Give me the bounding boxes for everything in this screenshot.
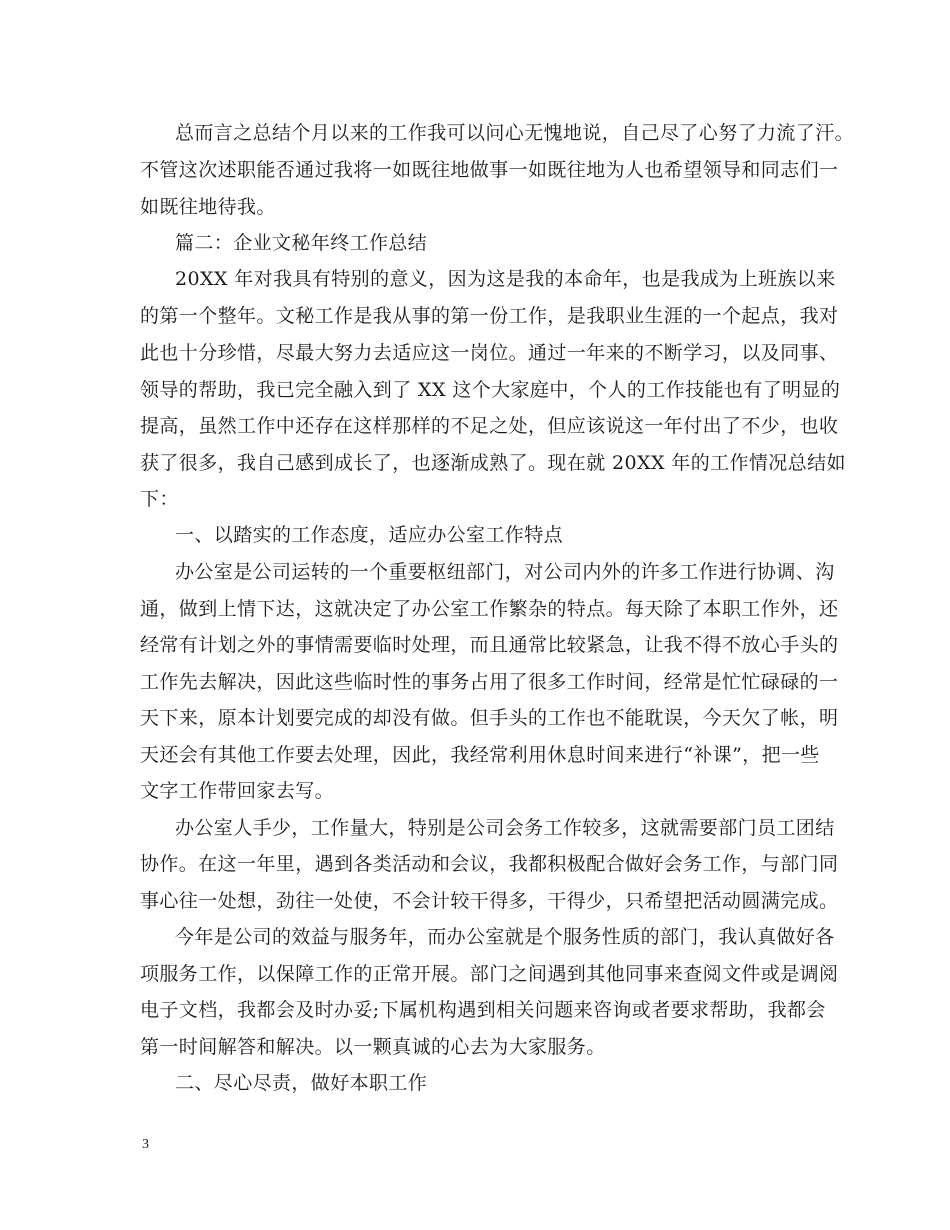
text-line: 办公室人手少，工作量大，特别是公司会务工作较多，这就需要部门员工团结 (175, 817, 835, 839)
section-heading: 二、尽心尽责，做好本职工作 (175, 1072, 428, 1094)
text-line: 工作先去解决，因此这些临时性的事务占用了很多工作时间，经常是忙忙碌碌的一 (140, 671, 839, 693)
text-line: 协作。在这一年里，遇到各类活动和会议，我都积极配合做好会务工作，与部门同 (140, 853, 839, 875)
text-line: 获了很多，我自己感到成长了，也逐渐成熟了。现在就 20XX 年的工作情况总结如 (140, 452, 846, 474)
text-line: 办公室是公司运转的一个重要枢纽部门，对公司内外的许多工作进行协调、沟 (175, 561, 835, 583)
text-line: 电子文档，我都会及时办妥;下属机构遇到相关问题来咨询或者要求帮助，我都会 (140, 999, 826, 1021)
text-line: 天下来，原本计划要完成的却没有做。但手头的工作也不能耽误，今天欠了帐，明 (140, 707, 839, 729)
text-line: 下： (140, 488, 179, 510)
text-line: 提高，虽然工作中还存在这样那样的不足之处，但应该说这一年付出了不少，也收 (140, 415, 839, 437)
page-number: 3 (142, 1137, 149, 1152)
text-line: 不管这次述职能否通过我将一如既往地做事一如既往地为人也希望领导和同志们一 (140, 159, 839, 181)
text-line: 事心往一处想，劲往一处使，不会计较干得多，干得少，只希望把活动圆满完成。 (140, 890, 839, 912)
section-heading: 篇二：企业文秘年终工作总结 (175, 232, 428, 254)
text-line: 第一时间解答和解决。以一颗真诚的心去为大家服务。 (140, 1036, 606, 1058)
text-line: 通，做到上情下达，这就决定了办公室工作繁杂的特点。每天除了本职工作外，还 (140, 598, 839, 620)
text-line: 的第一个整年。文秘工作是我从事的第一份工作，是我职业生涯的一个起点，我对 (140, 305, 839, 327)
text-line: 文字工作带回家去写。 (140, 780, 335, 802)
text-line: 此也十分珍惜，尽最大努力去适应这一岗位。通过一年来的不断学习，以及同事、 (140, 342, 839, 364)
text-line: 经常有计划之外的事情需要临时处理，而且通常比较紧急，让我不得不放心手头的 (140, 634, 839, 656)
text-line: 项服务工作，以保障工作的正常开展。部门之间遇到其他同事来查阅文件或是调阅 (140, 963, 839, 985)
text-line: 天还会有其他工作要去处理，因此，我经常利用休息时间来进行“补课”，把一些 (140, 744, 820, 766)
text-line: 总而言之总结个月以来的工作我可以问心无愧地说，自己尽了心努了力流了汗。 (175, 122, 855, 144)
text-line: 领导的帮助，我已完全融入到了 XX 这个大家庭中，个人的工作技能也有了明显的 (140, 379, 841, 401)
text-line: 如既往地待我。 (140, 196, 276, 218)
text-line: 20XX 年对我具有特别的意义，因为这是我的本命年，也是我成为上班族以来 (175, 268, 836, 290)
section-heading: 一、以踏实的工作态度，适应办公室工作特点 (175, 524, 564, 546)
text-line: 今年是公司的效益与服务年，而办公室就是个服务性质的部门，我认真做好各 (175, 926, 835, 948)
